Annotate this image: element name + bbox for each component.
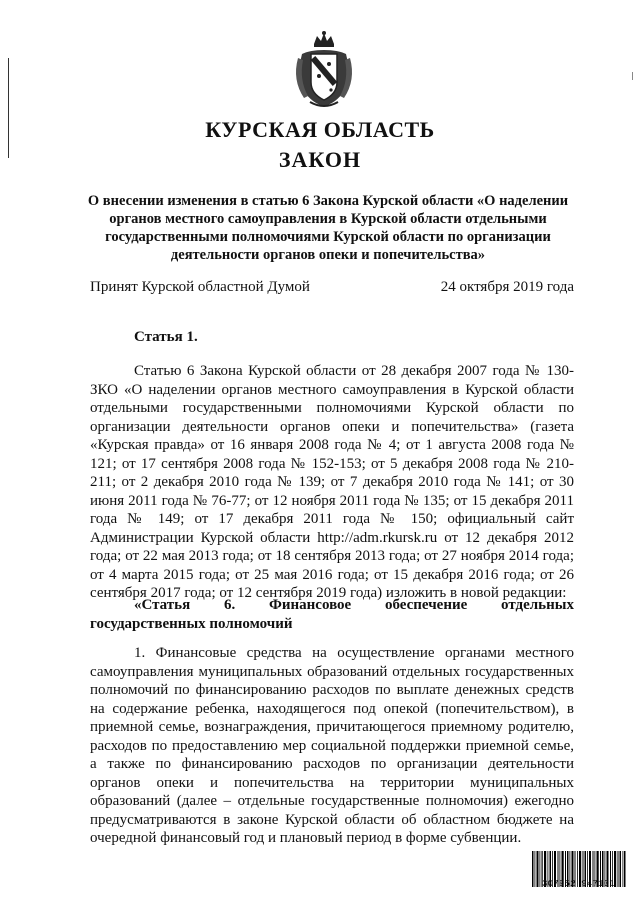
article-6-paragraph-1: 1. Финансовые средства на осуществление органами местного самоуправления муниципальных образований отдельных государственных полномочий по финансированию расходов по выплате денежных средств на содержание ребенка, находящегося под опекой (попечительством), в приемной семье, вознаграждения, причитающегося приемному родителю, расходов по предоставлению мер социальной поддержки приемной семье, а также по финансированию расходов по организации деятельности органов опеки и попечительства на территории муниципальных образований (далее – отдельные государственные полномочия) ежегодно предусматриваются в законе Курской области об областном бюджете на очередной финансовый год и плановый период в форме субвенции. bbox=[90, 645, 574, 846]
region-title: КУРСКАЯ ОБЛАСТЬ bbox=[205, 117, 435, 142]
law-subject-heading: О внесении изменения в статью 6 Закона Курской области «О наделении органов местного самоуправления в Курской области отдельными государственными полномочиями Курской области по организации деятельности органов опеки и попечительства» bbox=[87, 193, 569, 263]
scan-mark bbox=[632, 72, 633, 80]
adoption-line bbox=[90, 279, 574, 296]
barcode-number: 307952 947101 bbox=[542, 879, 615, 889]
article-6-title bbox=[90, 596, 574, 633]
article-6-title-line2: государственных полномочий bbox=[90, 615, 293, 632]
article-6-title-word: Финансовое bbox=[268, 597, 352, 613]
article-6-title-word: «Статья bbox=[134, 597, 191, 613]
document-type-title: ЗАКОН bbox=[278, 147, 362, 172]
adopted-by: Принят Курской областной Думой bbox=[90, 279, 310, 295]
adoption-date: 24 октября 2019 года bbox=[440, 279, 574, 295]
article-6-title-word: 6. bbox=[223, 597, 236, 613]
coat-of-arms-emblem bbox=[292, 30, 356, 110]
article-6-title-word: отдельных bbox=[501, 597, 574, 613]
scan-edge-line bbox=[8, 58, 9, 158]
article-1-heading: Статья 1. bbox=[134, 329, 198, 345]
article-6-title-word: обеспечение bbox=[384, 597, 468, 613]
article-1-text: Статью 6 Закона Курской области от 28 декабря 2007 года № 130-ЗКО «О наделении органов местного самоуправления в Курской области отдельными государственными полномочиями Курской области по организации деятельности органов опеки и попечительства» (газета «Курская правда» от 16 января 2008 года № 4; от 1 августа 2008 года № 121; от 17 сентября 2008 года № 152-153; от 5 декабря 2008 года № 210-211; от 2 декабря 2010 года № 139; от 7 декабря 2010 года № 141; от 30 июня 2011 года № 76-77; от 12 ноября 2011 года № 135; от 15 декабря 2011 года № 149; от 17 декабря 2011 года № 150; официальный сайт Администрации Курской области http://adm.rkursk.ru от 12 декабря 2012 года; от 22 мая 2013 года; от 18 сентября 2013 года; от 27 ноября 2014 года; от 4 марта 2015 года; от 25 мая 2016 года; от 15 декабря 2016 года; от 26 сентября 2017 года; от 12 сентября 2019 года) изложить в новой редакции: bbox=[90, 363, 574, 601]
